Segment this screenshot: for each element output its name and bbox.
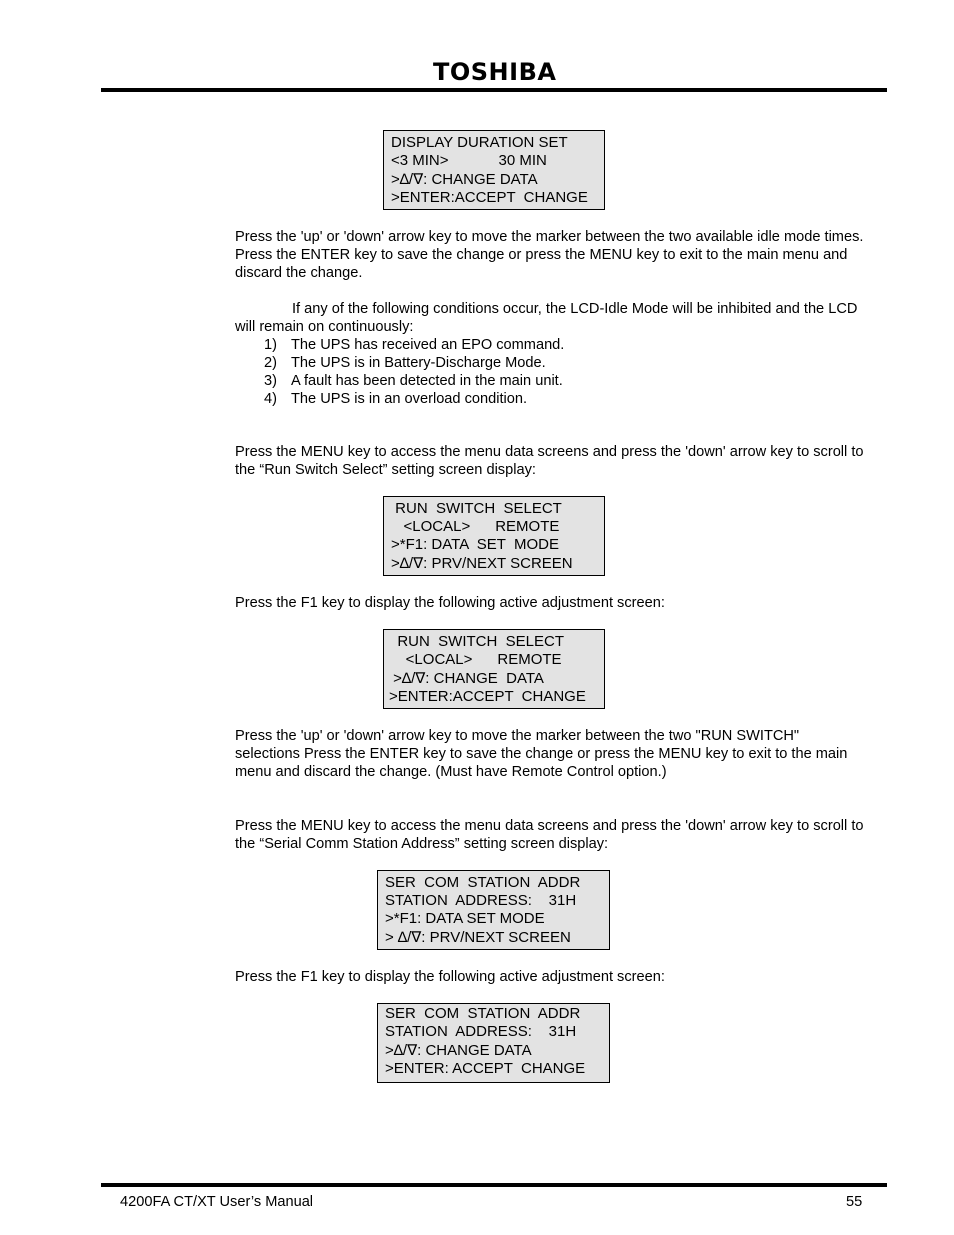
lcd-line: SER COM STATION ADDR [385,1005,581,1022]
lcd-line: STATION ADDRESS: 31H [385,892,577,909]
lcd-line: SER COM STATION ADDR [385,874,581,891]
list-item: 2) The UPS is in Battery-Discharge Mode. [264,355,546,371]
paragraph: Press the MENU key to access the menu data screens and press the 'down' arrow key to scroll to the “Serial Comm Station Address” setting screen display: [235,818,864,852]
lcd-line: RUN SWITCH SELECT [389,633,565,650]
lcd-line: >*F1: DATA SET MODE [385,910,545,927]
lcd-line: >∆/∇: CHANGE DATA [391,171,538,188]
paragraph: Press the 'up' or 'down' arrow key to move the marker between the two available idle mode times. Press the ENTER key to save the change or press the MENU key to exit to the main menu and discard the change. [235,229,864,281]
lcd-run-switch-select [383,496,605,576]
lcd-line: RUN SWITCH SELECT [391,500,562,517]
page-number: 55 [846,1194,863,1210]
lcd-display-duration [383,130,605,210]
lcd-line: <3 MIN> 30 MIN [391,152,547,169]
list-item: 3) A fault has been detected in the main unit. [264,373,563,389]
list-item: 4) The UPS is in an overload condition. [264,391,528,407]
lcd-serial-comm-station [377,870,610,950]
list-item: 1) The UPS has received an EPO command. [264,337,565,353]
lcd-line: >∆/∇: PRV/NEXT SCREEN [391,555,573,572]
lcd-line: >ENTER:ACCEPT CHANGE [389,688,586,705]
lcd-line: STATION ADDRESS: 31H [385,1023,577,1040]
lcd-line: > ∆/∇: PRV/NEXT SCREEN [385,929,571,946]
header-rule [101,88,887,92]
paragraph: Press the 'up' or 'down' arrow key to move the marker between the two "RUN SWITCH" selections Press the ENTER key to save the change or press the MENU key to exit to the main menu and discard the change. (Must have Remote Control option.) [235,728,848,780]
lcd-line: >∆/∇: CHANGE DATA [389,670,544,687]
lcd-line: DISPLAY DURATION SET [391,134,568,151]
footer-rule [101,1183,887,1187]
paragraph: Press the F1 key to display the following active adjustment screen: [235,595,665,611]
lcd-line: <LOCAL> REMOTE [391,518,560,535]
manual-title: 4200FA CT/XT User’s Manual [120,1194,314,1210]
paragraph: Press the MENU key to access the menu data screens and press the 'down' arrow key to scroll to the “Run Switch Select” setting screen display: [235,444,864,478]
lcd-line: <LOCAL> REMOTE [389,651,562,668]
lcd-line: >*F1: DATA SET MODE [391,536,559,553]
lcd-line: >ENTER:ACCEPT CHANGE [391,189,588,206]
lcd-line: >∆/∇: CHANGE DATA [385,1042,532,1059]
lcd-serial-comm-adjust [377,1003,610,1083]
lcd-line: >ENTER: ACCEPT CHANGE [385,1060,586,1077]
toshiba-logo: TOSHIBA [433,58,557,86]
conditions-list [264,336,564,408]
lcd-run-switch-adjust [383,629,605,709]
paragraph: Press the F1 key to display the following active adjustment screen: [235,969,665,985]
conditions-intro: If any of the following conditions occur, the LCD-Idle Mode will be inhibited and the LCD will remain on continuously: [235,301,858,335]
